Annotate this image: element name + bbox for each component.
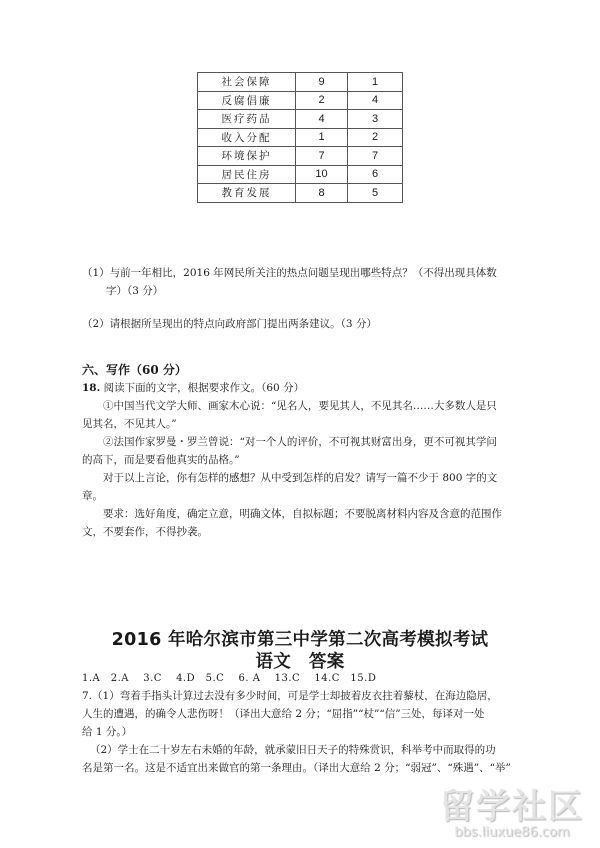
prompt-line-1: 对于以上言论，你有怎样的感想？从中受到怎样的启发？请写一篇不少于 800 字的文 (103, 472, 498, 484)
question-1-line-2: 字）（3 分） (106, 285, 164, 297)
answer-7-1-line-3: 给 1 分。） (82, 726, 133, 738)
table-row (198, 184, 403, 203)
answer-7-2-line-1: （2）学士在二十岁左右未婚的年龄，就承蒙旧日天子的特殊赏识，科举考中而取得的功 (90, 744, 496, 756)
value-2015-cell: 7 (296, 147, 348, 166)
topic-cell: 医疗药品 (198, 110, 296, 129)
quote-2-line-1: ②法国作家罗曼・罗兰曾说：“对一个人的评价，不可视其财富出身，更不可视其学问 (103, 436, 497, 448)
answer-7-2-line-2: 名是第一名。这是不适宜出来做官的第一条理由。（译出大意给 2 分；“弱冠”、“殊遇”、“举” (82, 762, 511, 774)
answer-subtitle: 语文 答案 (255, 652, 345, 672)
value-2015-cell: 2 (296, 91, 348, 110)
table-row (198, 73, 403, 92)
value-2016-cell: 5 (348, 184, 403, 203)
value-2015-cell: 9 (296, 73, 348, 92)
topic-cell: 反腐倡廉 (198, 91, 296, 110)
requirements-line-2: 文，不要套作，不得抄袭。 (82, 526, 208, 538)
topic-cell: 教育发展 (198, 184, 296, 203)
question-1-line-1: （1）与前一年相比，2016 年网民所关注的热点问题呈现出哪些特点？（不得出现具体数 (82, 267, 497, 279)
answer-7-1-line-1: 7.（1）弯着手指头计算过去没有多少时间，可是学士却披着皮衣拄着藜杖，在海边隐居， (82, 690, 498, 702)
quote-2-line-2: 的高下，而是要看他真实的品格。” (82, 454, 240, 466)
quote-1-line-1: ①中国当代文学大师、画家木心说：“见名人，要见其人，不见其名……大多数人是只 (103, 400, 497, 412)
prompt-line-2: 章。 (82, 490, 103, 502)
value-2016-cell: 6 (348, 165, 403, 184)
multiple-choice-answers: 1.A 2.A 3.C 4.D 5.C 6. A 13.C 14.C 15.D (82, 673, 377, 684)
table-row (198, 91, 403, 110)
watermark-title: 留学社区 (440, 787, 584, 827)
table-row (198, 110, 403, 129)
question-18-text: 阅读下面的文字，根据要求作文。（60 分） (103, 382, 305, 394)
question-2: （2）请根据所呈现出的特点向政府部门提出两条建议。（3 分） (82, 318, 377, 330)
value-2015-cell: 4 (296, 110, 348, 129)
value-2016-cell: 4 (348, 91, 403, 110)
table-row (198, 128, 403, 147)
section-heading-writing: 六、写作（60 分） (82, 363, 187, 377)
table-row (198, 165, 403, 184)
value-2015-cell: 8 (296, 184, 348, 203)
question-18 (82, 380, 304, 397)
quote-1-line-2: 见其名，不见其人。” (82, 418, 177, 430)
watermark-url: bbs.liuxue86.com (454, 825, 570, 840)
value-2016-cell: 2 (348, 128, 403, 147)
question-18-number: 18. (82, 382, 101, 394)
value-2016-cell: 1 (348, 73, 403, 92)
answer-7-1-line-2: 人生的遭遇，的确令人悲伤呀！（译出大意给 2 分；“屈指”“杖”“信”三处，每译对一处 (82, 708, 485, 720)
watermark-logo (440, 788, 584, 840)
requirements-line-1: 要求：选好角度，确定立意，明确文体，自拟标题；不要脱离材料内容及含意的范围作 (103, 508, 502, 520)
answer-title: 2016 年哈尔滨市第三中学第二次高考模拟考试 (111, 630, 489, 650)
topic-cell: 环境保护 (198, 147, 296, 166)
topic-cell: 社会保障 (198, 73, 296, 92)
topic-cell: 居民住房 (198, 165, 296, 184)
value-2015-cell: 10 (296, 165, 348, 184)
topic-cell: 收入分配 (198, 128, 296, 147)
table-row (198, 147, 403, 166)
value-2015-cell: 1 (296, 128, 348, 147)
value-2016-cell: 7 (348, 147, 403, 166)
hot-topics-table (197, 72, 403, 203)
value-2016-cell: 3 (348, 110, 403, 129)
